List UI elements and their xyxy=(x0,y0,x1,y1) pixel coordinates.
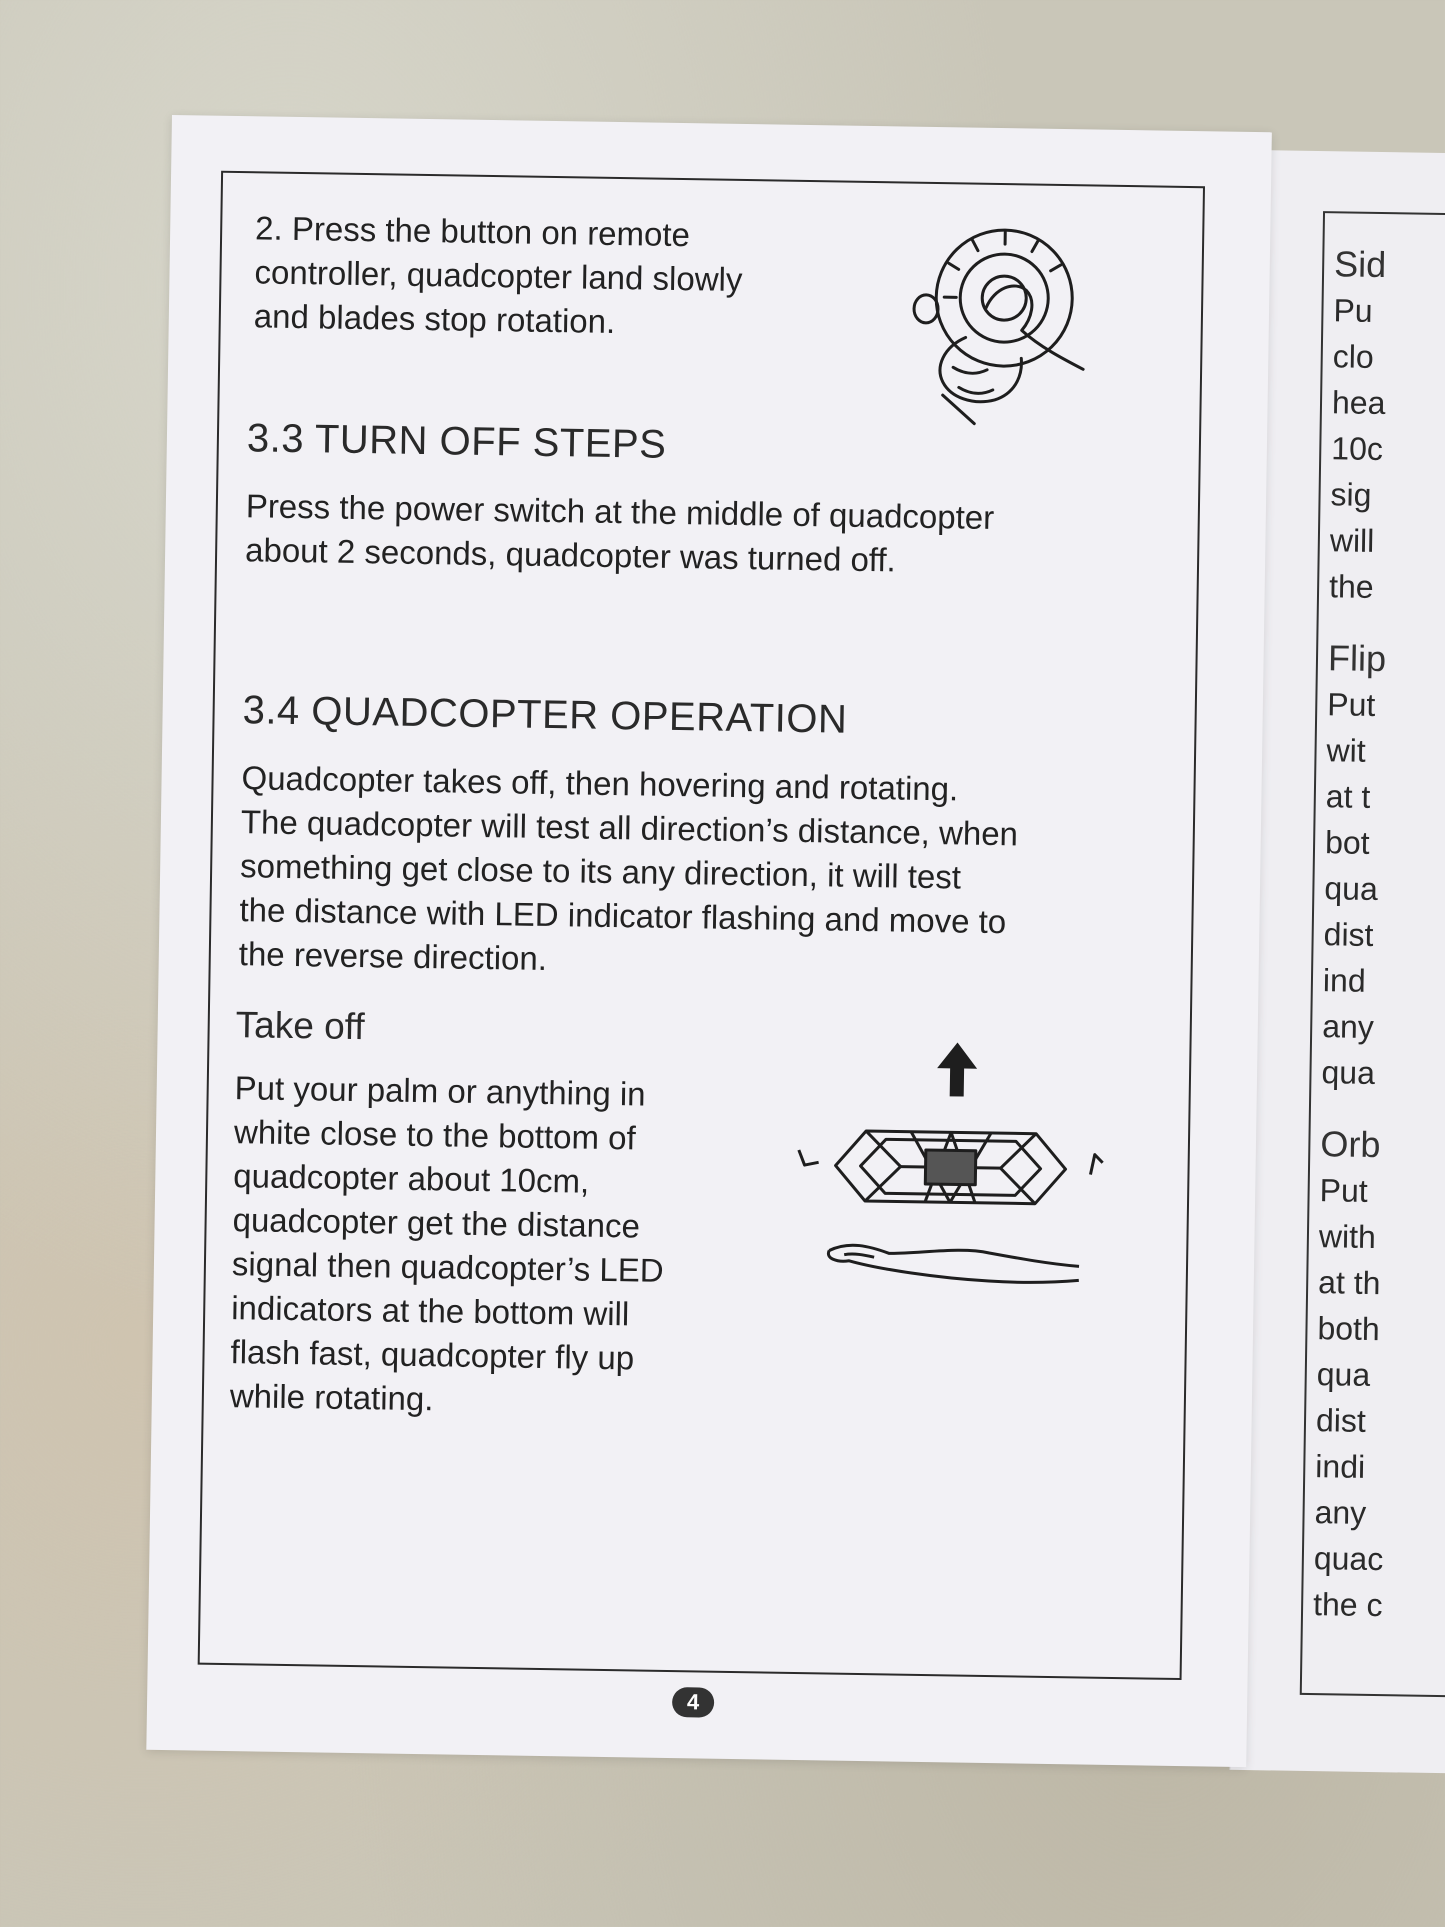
right-line: Put xyxy=(1327,686,1376,723)
operation-heading: 3.4 QUADCOPTER OPERATION xyxy=(242,688,848,742)
landing-step-text: 2. Press the button on remote controller, quadcopter land slowly and blades stop rotation. xyxy=(253,209,743,340)
remote-hand-illustration xyxy=(902,217,1105,430)
right-line: hea xyxy=(1331,384,1386,422)
right-line: at th xyxy=(1317,1264,1381,1302)
right-line: will xyxy=(1329,522,1375,559)
right-line: dist xyxy=(1323,916,1374,953)
right-line: Pu xyxy=(1333,292,1373,329)
right-line: at t xyxy=(1325,778,1371,815)
right-line: quac xyxy=(1313,1540,1384,1578)
right-line: Orb xyxy=(1320,1123,1381,1166)
right-line: Put xyxy=(1319,1172,1368,1209)
quadcopter-takeoff-illustration xyxy=(788,1040,1132,1315)
right-line: Flip xyxy=(1327,637,1387,680)
right-line: the c xyxy=(1312,1586,1383,1624)
right-line: ind xyxy=(1322,962,1366,999)
right-line: both xyxy=(1317,1310,1381,1348)
right-line: any xyxy=(1314,1494,1367,1531)
right-line: the xyxy=(1328,568,1374,605)
operation-text: Quadcopter takes off, then hovering and rotating. The quadcopter will test all direction’s distance, when something get close to its any direction, it will test the distance with LED indicator flashing and move to the reverse direction. xyxy=(238,759,1019,977)
right-line: qua xyxy=(1316,1356,1371,1393)
right-line: any xyxy=(1321,1008,1375,1045)
takeoff-heading: Take off xyxy=(235,1004,365,1048)
page-number-badge: 4 xyxy=(672,1687,714,1718)
right-line: Sid xyxy=(1333,243,1387,286)
right-line: with xyxy=(1318,1218,1377,1256)
takeoff-text: Put your palm or anything in white close to the bottom of quadcopter about 10cm, quadcopter get the distance signal then quadcopter’s LED indicators at the bottom will flash fast, quadcopter fly up while rotating. xyxy=(229,1069,664,1418)
manual-page xyxy=(146,115,1272,1767)
right-line: indi xyxy=(1315,1448,1366,1485)
right-line: dist xyxy=(1315,1402,1367,1439)
right-line: clo xyxy=(1332,338,1374,375)
turn-off-heading: 3.3 TURN OFF STEPS xyxy=(246,416,667,467)
turn-off-text: Press the power switch at the middle of quadcopter about 2 seconds, quadcopter was turned off. xyxy=(244,487,995,579)
right-line: qua xyxy=(1321,1054,1376,1091)
right-line: 10c xyxy=(1331,430,1384,468)
right-line: sig xyxy=(1330,476,1372,513)
right-line: qua xyxy=(1324,870,1379,908)
right-line: bot xyxy=(1324,824,1370,861)
right-line: wit xyxy=(1326,732,1366,769)
